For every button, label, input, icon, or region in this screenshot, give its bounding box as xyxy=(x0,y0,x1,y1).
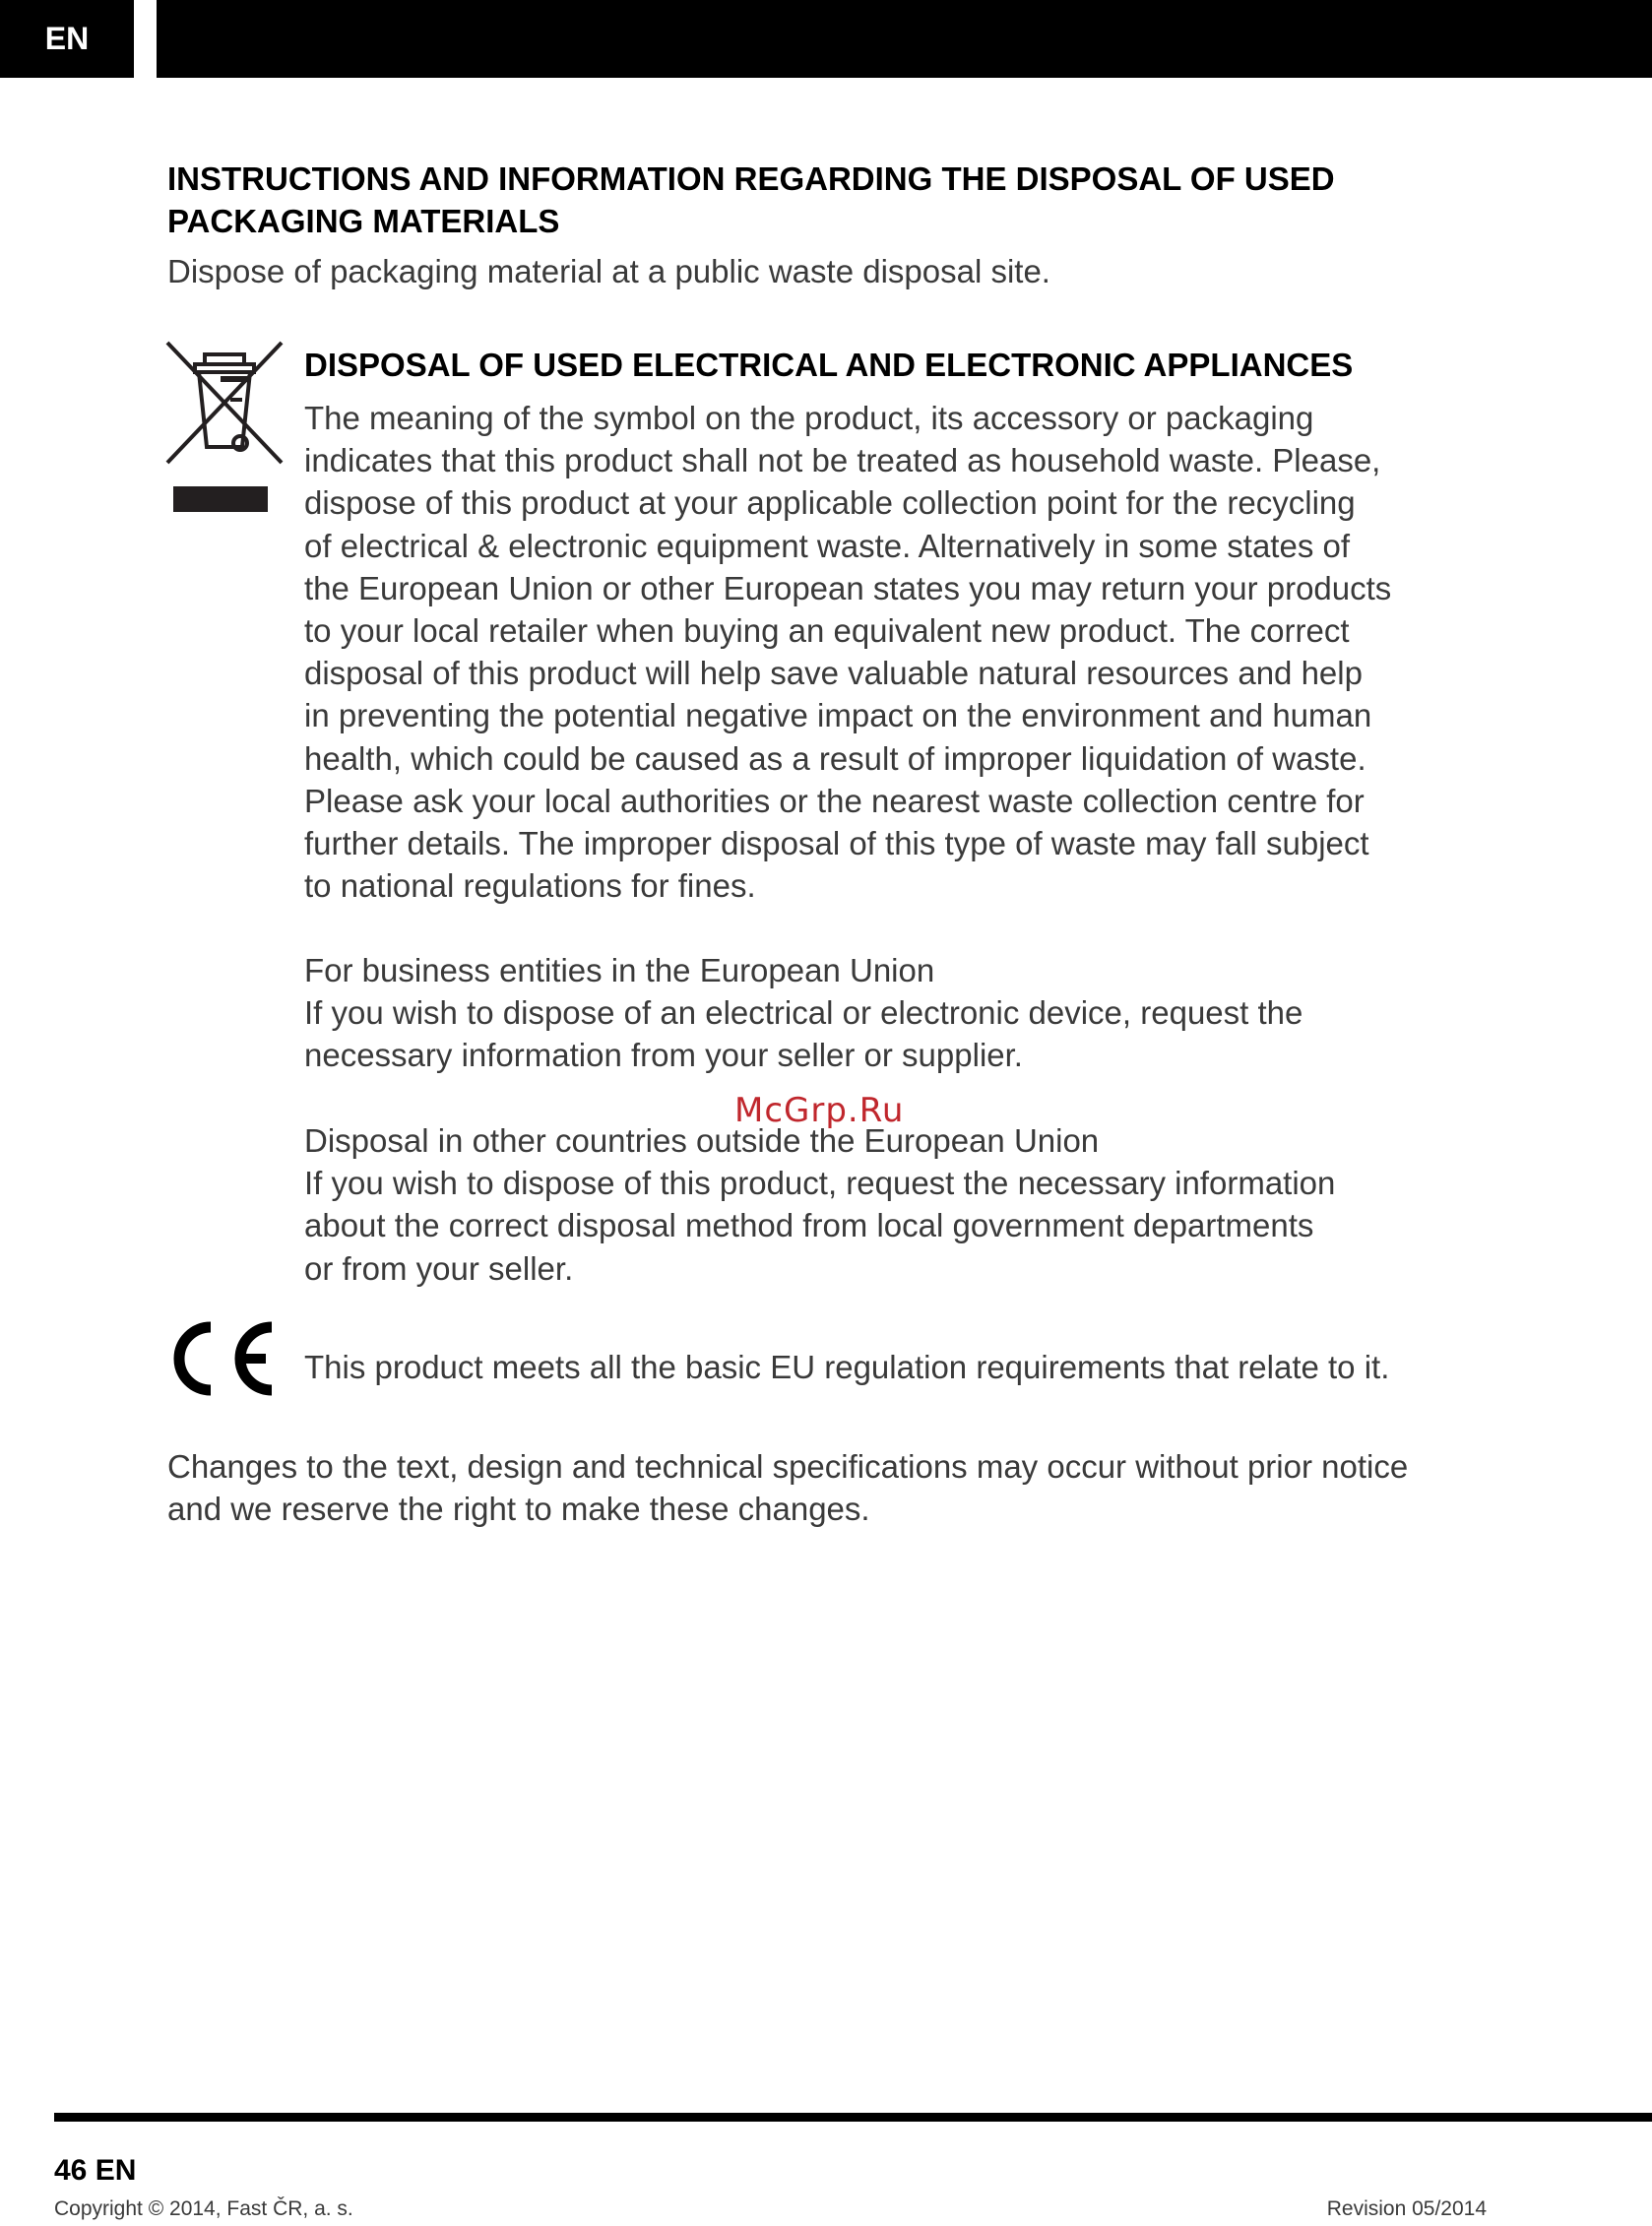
text-line: The meaning of the symbol on the product, its accessory or packaging xyxy=(304,400,1314,436)
text-line: Please ask your local authorities or the nearest waste collection centre for xyxy=(304,782,1365,819)
text-line: Changes to the text, design and technical specifications may occur without prior notice xyxy=(167,1448,1409,1485)
packaging-text: Dispose of packaging material at a public waste disposal site. xyxy=(167,253,1050,289)
text-line: disposal of this product will help save valuable natural resources and help xyxy=(304,655,1363,692)
text-line: about the correct disposal method from local government departments xyxy=(304,1207,1314,1244)
text-line: further details. The improper disposal of this type of waste may fall subject xyxy=(304,825,1369,862)
weee-heading: DISPOSAL OF USED ELECTRICAL AND ELECTRONIC APPLIANCES xyxy=(304,347,1354,383)
ce-text: This product meets all the basic EU regulation requirements that relate to it. xyxy=(304,1349,1390,1385)
text-line: the European Union or other European states you may return your products xyxy=(304,569,1392,606)
text-line: indicates that this product shall not be treated as household waste. Please, xyxy=(304,442,1381,479)
text-line: necessary information from your seller or supplier. xyxy=(304,1037,1023,1074)
text-line: If you wish to dispose of an electrical or electronic device, request the xyxy=(304,994,1303,1032)
text-line: or from your seller. xyxy=(304,1249,574,1287)
text-line: health, which could be caused as a result of improper liquidation of waste. xyxy=(304,739,1366,777)
changes-notice xyxy=(167,1445,1546,1530)
text-line: Disposal in other countries outside the European Union xyxy=(304,1122,1100,1159)
text-line: and we reserve the right to make these changes. xyxy=(167,1491,870,1528)
packaging-heading: INSTRUCTIONS AND INFORMATION REGARDING THE DISPOSAL OF USED PACKAGING MATERIALS xyxy=(167,160,1335,239)
copyright: Copyright © 2014, Fast ČR, a. s. xyxy=(54,2197,353,2220)
top-bar xyxy=(0,0,1652,78)
other-countries-paragraph xyxy=(304,1119,1466,1290)
text-line: If you wish to dispose of this product, request the necessary information xyxy=(304,1165,1336,1202)
header-band xyxy=(157,0,1652,78)
revision: Revision 05/2014 xyxy=(1326,2197,1487,2220)
page-number: 46 EN xyxy=(54,2154,137,2187)
text-line: to your local retailer when buying an equivalent new product. The correct xyxy=(304,612,1350,650)
text-line: dispose of this product at your applicable collection point for the recycling xyxy=(304,484,1356,522)
text-line: of electrical & electronic equipment waste. Alternatively in some states of xyxy=(304,527,1351,564)
business-paragraph xyxy=(304,949,1466,1077)
ce-mark-icon xyxy=(165,1319,276,1398)
text-line: in preventing the potential negative impact on the environment and human xyxy=(304,697,1372,734)
language-tab: EN xyxy=(0,0,134,78)
text-line: to national regulations for fines. xyxy=(304,867,756,905)
crossed-out-bin-icon xyxy=(165,341,287,518)
text-line: For business entities in the European Union xyxy=(304,952,935,988)
watermark: McGrp.Ru xyxy=(734,1091,905,1130)
weee-paragraph xyxy=(304,397,1466,907)
footer-rule xyxy=(54,2113,1652,2122)
